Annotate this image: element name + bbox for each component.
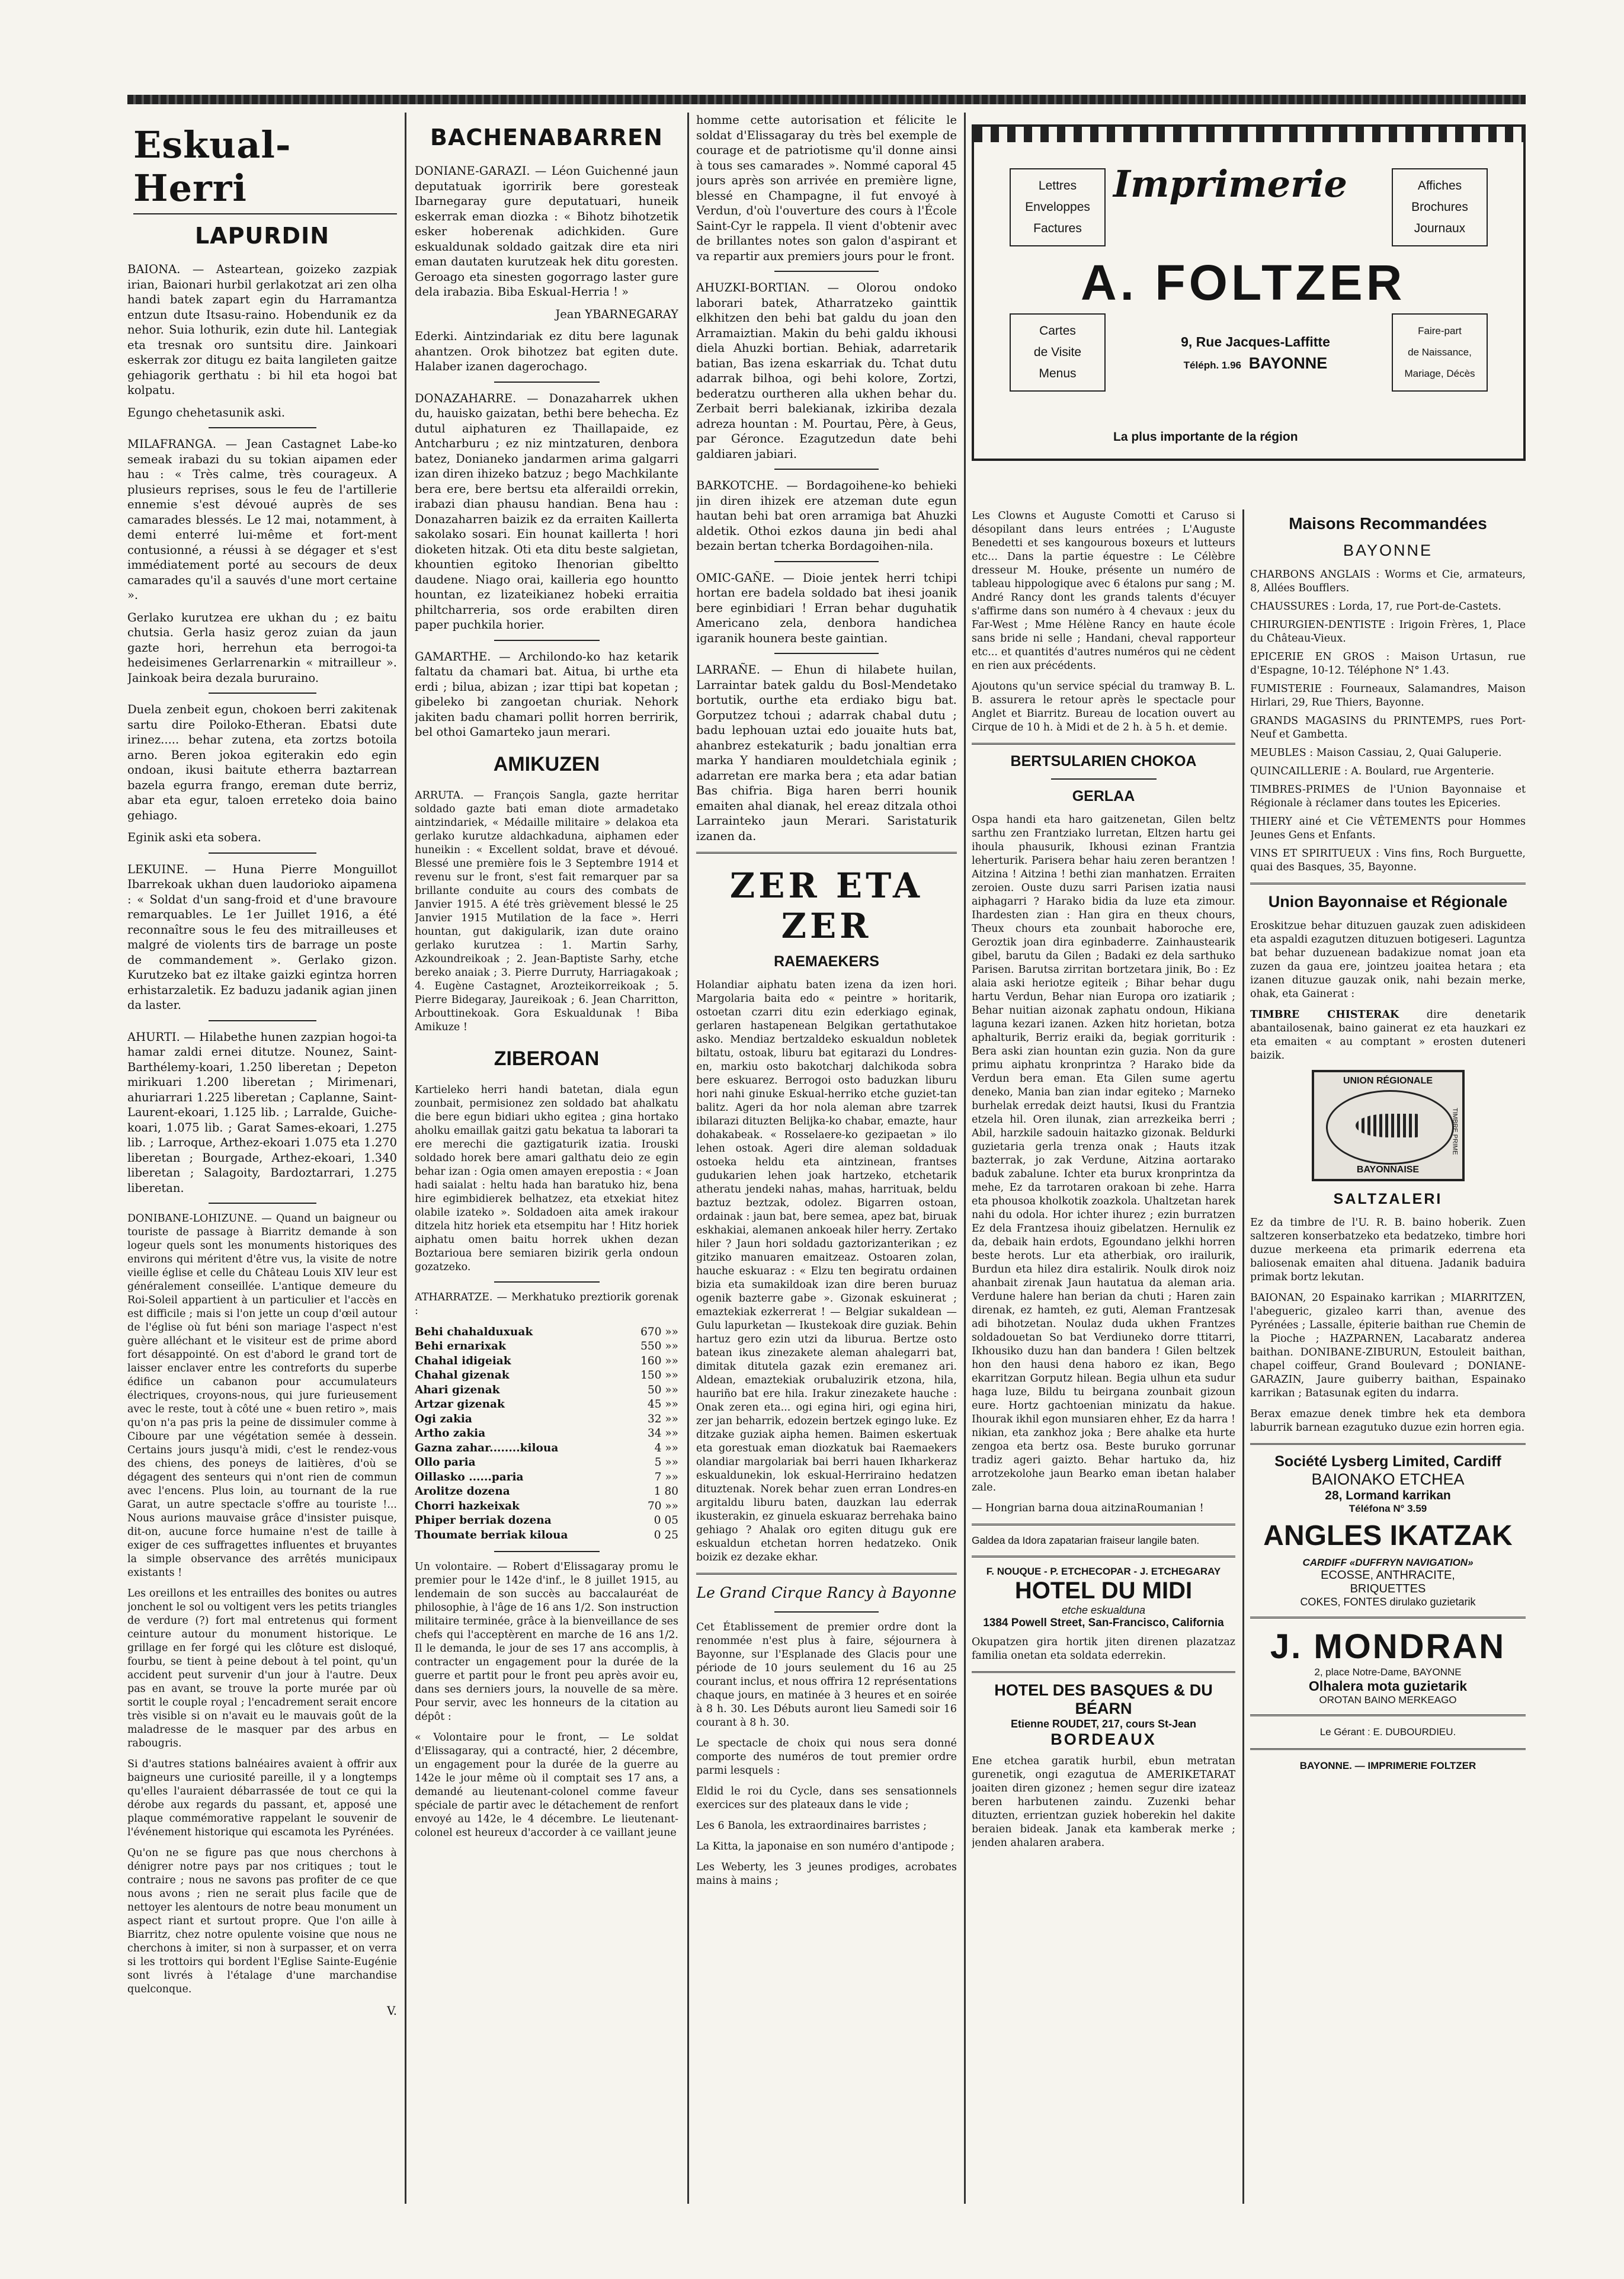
article-ederki: Ederki. Aintzindariak ez ditu bere lagunak ahantzen. Orok bihotzez bat egiten dute. Halaber izanen dagerochago. (415, 329, 678, 373)
market-price-row: Chahal idigeiak 160 »» (415, 1354, 678, 1367)
divider (774, 469, 879, 470)
article-volontaire-cont: homme cette autorisation et félicite le soldat d'Elissagaray du très bel exemple de courage et de patriotisme qu'il donne ainsi à tous ses camarades ». Nommé caporal 45 jours après son arrivée en première ligne, blessé en Champagne, il fut envoyé à Verdun, d'où l'ouverture des cours à l'École Saint-Cyr le rappela. Il vient d'obtenir avec de brillantes notes son galon d'aspirant et va repartir aux premiers jours pour le front. (696, 113, 957, 263)
cirque-p5: La Kitta, la japonaise en son numéro d'antipode ; (696, 1841, 954, 1852)
poem-end: — Hongrian barna doua aitzinaRoumanian ! (972, 1502, 1204, 1514)
divider (494, 382, 600, 383)
market-price-row: Gazna zahar........kiloua 4 »» (415, 1441, 678, 1454)
ad-imprimerie-title: Imprimerie (1113, 162, 1347, 206)
article-raemaekers: Holandiar aiphatu baten izena da izen hori. Margolaria baita edo « peintre » horitarik, ostoetan czarri ditu ezin ederkiago eginak, gerlaren hastapenean Belgikan gertathutakoe asko. Mendiaz bertzaldeko eskualdun nobletek biltatu, ostoak, liburu bat egitarazi du Londres-en, markiu osto bakotcharj dalchikoda sobra bere eskuarez. Berrogoi osto baduzkan liburu hori nahi ginuke Eskual-herriko etche guziet-tan balitz. Ageri da hor nola aleman abre tzarrek ibilarazi dituzten Belijka-ko chabar, emazte, haur dohakabeak. « Rosselaere-ko gezipaetan » ilo lehen ostoak. Ageri dire aleman soldaduak ostoeka heldu eta aintzinean, frantses gudukarien lehen joak hartzeko, etchetarik atheratu jendeki nahas, mahas, harrituak, beldu baztuz beztzak, odolez. Bigarren ostoan, ordainak : jaun bat, bere semea, apez bat, biruak eskhakiai, alemanen ankoeak hiler herry. Zertako hiler ? Jaun hori soldadu gaztorizanterikan ; ez gitziko manuaren emaitzeaz. Ostoaren zolan, hauche eskuaraz : « Elzu ten begiratu ordainen bizia eta sumakildoak izan dire beren buruaz ogenik bazterre gabe ». Gizonak eskuinerat ; emaztekiak ezkerrerat ! — Belgiar sukaldean — Gulu lapurketan — Ikustekoak dire guziak. Behin hartuz gero ezin utzi da liburua. Bertze osto batean ikus zinezakete aleman ahalegarri bat, dimitak ditutela gazak ezin eremanez ari. Aldean, emaztekiak orubaluzirik etzona, hila, hauriño bat ere hila. Irakur zinezakete hauche : Onak zeren eta... ogi egina hiri, ogi egina hiri, zer jan beharrik, edozein bertzek egingo luke. Ez ditzake guziak aipha hemen. Baimen eskertuak eta gorestuak eman diozkatuk bai Raemaekers olandiar margolariak bai berri hauen Ikharkeraz eskualdunekin, lok eskual-Herriraino hedatzen dituztenak. Norek behar zuen erran Londres-en argitaldu liburu baten, dauzkan lau ederrak ikusterakin, ez ginuela eskuaraz berrehaka baino gehiago ? Ahalak oro egiten ditugu guk ere eskualdun etchetan horren hedatzeko. Onik boizik ez dezake ekhar. (696, 979, 957, 1563)
section-union-bayonnaise: Union Bayonnaise et Régionale (1268, 893, 1508, 911)
market-price-row: Chorri hazkeixak 70 »» (415, 1499, 678, 1512)
divider (696, 1573, 957, 1575)
divider (209, 1020, 316, 1021)
market-prices-title: ATHARRATZE. — Merkhatuko preztiorik gorenak : (415, 1291, 678, 1317)
ad-lysberg: Société Lysberg Limited, Cardiff BAIONAKO ETCHEA 28, Lormand karrikan Téléfona N° 3.59 ANGLES IKATZAK CARDIFF «DUFFRYN NAVIGATION» ECOSSE, ANTHRACITE, BRIQUETTES COKES, FONTES dirulako guzietarik (1263, 1453, 1513, 1608)
column-rule (687, 113, 689, 2204)
maison-item: FUMISTERIE : Fourneaux, Salamandres, Maison Hirlari, 29, Rue Thiers, Bayonne. (1250, 683, 1526, 709)
market-price-row: Thoumate berriak kiloua 0 25 (415, 1528, 678, 1541)
cirque-p2: Le spectacle de choix qui nous sera donné comporte des numéros de tout premier ordre parmi lesquels : (696, 1738, 957, 1777)
ad-hotel-du-midi-text: Okupatzen gira hortik jiten direnen plazatzaz familia onetan eta soldata ederrekin. (972, 1636, 1235, 1662)
divider (1250, 1748, 1526, 1750)
market-price-row: Behi ernarixak 550 »» (415, 1340, 678, 1352)
divider (774, 1611, 879, 1613)
divider (972, 743, 1235, 745)
divider (1250, 883, 1526, 884)
market-price-row: Ollo paria 5 »» (415, 1456, 678, 1469)
divider (209, 852, 316, 854)
divider (494, 1551, 600, 1552)
poem-gerlaa: Ospa handi eta haro gaitzenetan, Gilen beltz sarthu zen Frantziako lurretan, Eltzen hartu gei ihoula phausurik, Ikhousi ezinan Frantzia leherturik. Parisera behar haiu zeren berantzen ! Aitzina ! Aitzina ! bethi zian manhatzen. Erraiten zeroien. Ouste duzu sarri Parisen izatia nausi aiphagarri ? Harako bidia da luze eta zimour. Ihardesten zian : Han gira en theux chours, Theux chours eta zounbait haboroche ere, Geroztik joan dira eginbaderre. Zainhaustearik gibel, barutu da Gilen ; Badaki ez dela sarthuko Parisen. Barutsa zirritan bortzetara jinik, Bo : Ez alaia aski heriotze egiteik ; Bihar behar dugu hartu Verdun, Behar nian Europa oro izatiarik ; Behar nuitian aizonak zaphatu ondoun, Hikiana laguna kezari izanen. Azken hitz horietan, botza aphalturik, Berriz eraiki da, begiak gorriturik : Bera aski zian hountan ezin guzia. Non da gure primu aiphatu kronprintza ? Harako bide da Verdun bera eman. Eta Gilen sume agertu deneko, Mania ban zian indar egiteko ; Marneko burhelak erredak deizt hautsi, Ikusi du Frantzia etzela hil. Oren ilunak, zian arrezkeika berri ; Abil, harzkile sadouin haitazko gizonak. Beldurki guzietaria gerla trenza onak ; Hauts itzak bazterrak, jo zak Verdune, Aitzina aortarako baduk zabalune. Ichter eta burux kronprintza da mehe, Ez da tarrotaren orakoan bi zehe. Harra eta phousoa kholkotik zoazkola. Uhaltzetan harek nahi du odola. Hor ichter ihurez ; ezin burratzen Ez dela Frantzesa ihouiz gibelatzen. Hernulik ez da, debaik hain erdots, Egoundano jelkhi horren beste herots. Lur eta atherbiak, oro irailurik, Burdun eta hilez dira estalirik. Noulk dirok noiz ahanbait zirenak Jaun hautatua da aleman aria. Verdune halere han berian da chuti ; Haren zain direnak, ez hamteh, ez guti, Aleman Frantzesak adi bihotzetan. Noulaz duda ukhen Frantzes soldadouetan So bat Verdiuneko dorre ttitarri, Ikhousiko duzu han dan bandera ! Gilen beltzek hon den hausi dena haboro ez ikan, Bego ekarritzan Gorputz hilean. Begia ulhun eta sudur haga luze, Bildu tu beirgana zounbait gizoun eure. Hortz gachtoenian minizatu da hakue. Ihourak ikhil egon munsiaren ehher, Ez da harra ! nikian, eta zankhoz joka ; Bere ahalke eta hurte zengoa eta bertz osa. Beste buruko gorrunar tradiz ageri gaizto. Behar hartuko da, hiz arrotzekolohe jaun Bearko eman ibetan halaber zale. (972, 814, 1235, 1493)
ad-box-left-top: Lettres Enveloppes Factures (1010, 168, 1106, 246)
maison-item: CHIRURGIEN-DENTISTE : Irigoin Frères, 1, Place du Château-Vieux. (1250, 619, 1526, 645)
maison-item: CHARBONS ANGLAIS : Worms et Cie, armateurs, 8, Allées Boufflers. (1250, 569, 1526, 594)
section-amikuzen: AMIKUZEN (493, 752, 600, 775)
maison-item: EPICERIE EN GROS : Maison Urtasun, rue d'Espagne, 10-12. Téléphone N° 1.43. (1250, 651, 1526, 677)
newspaper-page (127, 95, 1526, 2204)
union-stamp-image: UNION RÉGIONALE BAYONNAISE TIMBRE PRIME (1312, 1070, 1465, 1181)
market-price-row: Artzar gizenak 45 »» (415, 1398, 678, 1411)
article-milafranga-2: Gerlako kurutzea ere ukhan du ; ez baitu chutsia. Gerla hasiz geroz zuian da jaun gazte hori, herrehun eta berrogoi-ta hedeisimenes Gerlarrenarkin « mitrailleur ». Jainkoak beira dezala bururaino. (127, 610, 397, 685)
market-price-row: Phiper berriak dozena 0 05 (415, 1514, 678, 1527)
divider (696, 852, 957, 854)
maison-item: CHAUSSURES : Lorda, 17, rue Port-de-Castets. (1250, 601, 1501, 613)
subsection-raemaekers: RAEMAEKERS (774, 953, 879, 970)
masthead: Eskual-Herri (133, 123, 397, 214)
cirque-p3: Eldid le roi du Cycle, dans ses sensationnels exercices sur des plateaux dans le vide ; (696, 1786, 957, 1811)
divider (774, 653, 879, 654)
ad-hotel-des-basques: HOTEL DES BASQUES & DU BÉARN Etienne ROUDET, 217, cours St-Jean BORDEAUX (994, 1681, 1213, 1748)
cirque-p6: Les Weberty, les 3 jeunes prodiges, acrobates mains à mains ; (696, 1861, 957, 1887)
market-price-row: Arolitze dozena 1 80 (415, 1485, 678, 1498)
article-lekuine: LEKUINE. — Huna Pierre Monguillot Ibarrekoak ukhan duen laudorioko aipamena : « Soldat d'un sang-froid et d'une bravoure remarquables. Le 1er Juillet 1916, a été reconnaître sous le feu des mitrailleuses et malgré de violents tirs de barrage un poste de commandement ». Gerlako gizon. Kurutzeko bat ez iltake gaizki egintza horren erhistarzaletik. Ez baduzu jadanik agian jinen da laster. (127, 862, 397, 1012)
article-kartieleko: Kartieleko herri handi batetan, diala egun zounbait, permisionez zen soldado bat ahalkatu die bere egun bidiari ukho egitea ; gina hortako aholku emaillak gaitzi gatu bekatua ta laborari ta ere merechi die gaztigaturik izatia. Irouski soldado horek bere amari galthatu deio ze egin behar izan : Ogia omen amayen erepostia : « Joan hadi saialat : heltu hada han baratuko hiz, bena hire egimbidierek belhatzez, eta etxekiat hitez olabile izateko ». Soldadoen aita amek irakour ditzela hitz horiek eta etsempitu har ! Hitz horiek aiphatu omen baitu horrek ukhen dezan Boztarioua bere semiaren bizirik gerla ondoun gozatzeko. (415, 1084, 678, 1273)
article-larrane: LARRAÑE. — Ehun di hilabete huilan, Larraintar batek galdu du Bosl-Mendetako bortutik, ourthe eta erdiako bigu bat. Gorputzez tchoui ; adarrak chabal dutu ; badu lephouan uztai edo jouaite huts bat, ahanbrez estekaturik ; badu jonaltian erra marka Y handiaren mouldetchiala eginik ; adarretan ere marka bera ; eta adar batian Bas chifria. Biga haren berri hounik emaiten ahal dianak, hel ereaz ditzala othoi Larrainteko jaun Merari. Saristaturik izanen da. (696, 663, 957, 843)
section-ziberoan: ZIBEROAN (494, 1047, 600, 1070)
column-3 (696, 113, 957, 1895)
section-saltzaleri: SALTZALERI (1333, 1191, 1443, 1207)
column-rule (1242, 509, 1244, 2204)
section-bertsularien: BERTSULARIEN CHOKOA (1010, 753, 1197, 770)
signature: V. (387, 2004, 397, 2018)
divider (972, 1556, 1235, 1557)
article-volontaire: Un volontaire. — Robert d'Elissagaray promu le premier pour le 142e d'inf., le 8 juillet 1915, au lendemain de son succès au baccalauréat de philosophie, à l'âge de 16 ans 1/2. Son instruction militaire terminée, grâce à la bienveillance de ses chefs qui l'acceptèrent en marche de 16 ans 1/2. Il le demanda, le jour de ses 17 ans accomplis, à contracter un engagement pour la durée de la guerre et partit pour le front peu après avoir eu, dans ses derniers jours, la nouvelle de sa mère. Pour servir, avec les honneurs de la citation au dépôt : (415, 1561, 678, 1723)
maison-item: VINS ET SPIRITUEUX : Vins fins, Roch Burguette, quai des Basques, 35, Bayonne. (1250, 848, 1526, 873)
imprimerie-foltzer-ad (972, 124, 1526, 461)
article-donibane-3: Si d'autres stations balnéaires avaient à offrir aux baigneurs une curiosité pareille, il y a longtemps qu'elles l'auraient débarrassée de tout ce qui la dérobe aux regards du passant, et, apposé une plaque commémorative rappelant le souvenir de l'événement historique qui escamota les Pyrénées. (127, 1758, 397, 1838)
gerant: Le Gérant : E. DUBOURDIEU. (1319, 1726, 1456, 1738)
column-4 (972, 509, 1235, 1857)
article-poiloko-note: Eginik aski eta sobera. (127, 831, 261, 844)
column-2 (415, 113, 678, 1847)
divider (209, 427, 316, 428)
maisons-list (1250, 568, 1526, 874)
column-rule (405, 113, 406, 2204)
article-omic-gane: OMIC-GAÑE. — Dioie jentek herri tchipi hortan ere badela soldado bat ihesi joanik bere eginbidiari ! Erran behar duguhatik Americano zela, denbora handichea igaranik hounera beste gaintian. (696, 570, 957, 645)
market-price-row: Ahari gizenak 50 »» (415, 1383, 678, 1396)
article-donibane-lohizune: DONIBANE-LOHIZUNE. — Quand un baigneur ou touriste de passage à Biarritz demande à son logeur quels sont les monuments historiques des environs qui méritent d'être vus, la visite de notre vieille église et celle du Château Louis XIV leur est généralement conseillée. L'antique demeure du Roi-Soleil appartient à un particulier et l'accès en est difficile ; mais si l'on jette un coup d'œil autour de l'église où fut béni son mariage l'aspect n'est guère alléchant et le visiteur est de prime abord fort désappointé. On est d'abord le grand tort de laisser enclaver entre les contreforts du superbe édifice un cabanon pour accumulateurs électriques, croyons-nous, qui jure furieusement avec le reste, tout à côté une « buen retiro », mais qu'on n'a pas pris la peine de dissimuler comme à Ciboure par une végétation semée à dessein. Certains jours jusqu'à midi, c'est le rendez-vous des chiens, des poneys de laitières, d'où se dégagent des senteurs qui n'ont rien de commun avec l'encens. Plus loin, au tournant de la rue Garat, un autre spectacle s'offre au touriste !... Nous aurions mauvaise grâce d'insister puisque, dit-on, aucune force humaine n'est de taille à exiger de ces suffragettes influentes et bruyantes la simple observance des arrêtés municipaux existants ! (127, 1213, 397, 1579)
maison-item: THIERY ainé et Cie VÊTEMENTS pour Hommes Jeunes Gens et Enfants. (1250, 816, 1526, 841)
ad-hotel-du-midi: F. NOUQUE - P. ETCHECOPAR - J. ETCHEGARAY HOTEL DU MIDI etche eskualduna 1384 Powell Street, San-Francisco, California (983, 1566, 1224, 1629)
article-baiona-note: Egungo chehetasunik aski. (127, 405, 286, 419)
market-price-row: Chahal gizenak 150 »» (415, 1369, 678, 1381)
section-lapurdin: LAPURDIN (194, 223, 330, 249)
signature-ybarnegaray: Jean YBARNEGARAY (555, 307, 678, 321)
section-zer-eta-zer: ZER ETA ZER (729, 866, 924, 946)
article-arruta: ARRUTA. — François Sangla, gazte herritar soldado gazte bati eman diote armadetako aintzindariek, « Médaille militaire » delakoa eta gerlako kurutze aldachkaduna, aiphamen eder huneikin : « Excellent soldat, brave et dévoué. Blessé une première fois le 3 Septembre 1914 et revenu sur le front, s'est fait remarquer par sa brillante conduite au cours des combats de Janvier 1915. A été très grièvement blessé le 25 Janvier 1915 Mutilation de la face ». Herri hountan, gut dakigularik, izan dute oraino gerlako kurutzea : 1. Martin Sarhy, Azkoundreikoak ; 2. Jean-Baptiste Sarhy, etche bereko anaiak ; 3. Pierre Durruty, Harriagakoak ; 4. Eugène Castagnet, Arozteikorreikoak ; 5. Pierre Bidegaray, Jaureikoak ; 6. Jean Charritton, Arbouttinekoak. Gora Eskualdunak ! Biba Amikuze ! (415, 789, 678, 1033)
saltzaleri-p3: Berax emazue denek timbre hek eta dembora laburrik barnean ezagutuko duzue ezin horren egia. (1250, 1408, 1526, 1434)
market-price-row: Ogi zakia 32 »» (415, 1412, 678, 1425)
cirque-p4: Les 6 Banola, les extraordinaires barristes ; (696, 1820, 927, 1832)
divider (972, 1671, 1235, 1673)
divider (1051, 778, 1157, 780)
article-ahuzki-bortian: AHUZKI-BORTIAN. — Olorou ondoko laborari batek, Atharratzeko gainttik elkhitzen den behi bat galdu du joan den Arramaiztian. Makin du behi galdu ikhousi diela Ahuzki bortian. Behiak, adarretarik batian, Bas izena eskarriak du. Tchat dutu adarrak bilhoa, ogi behi kolore, Zortzi, bederatzu ourtheren alla ukhen behar du. Zerbait berri balekianak, izkiriba dezala adreza hountan : M. Pourtau, Père, à Geus, par Géronce. Ezagutzedun date behi galdiaren jabiari. (696, 281, 957, 461)
ad-border-pattern (974, 127, 1523, 142)
article-baiona: BAIONA. — Asteartean, goizeko zazpiak irian, Baionari hurbil gerlakotzat ari zen olha handi batek zapart egin du Harramantza entzun dute Itsasu-raino. Hobendunik ez da nehor. Suia lothurik, ezin dute hil. Lantegiak eta tresnak oro suntsitu dire. Jainkoari eskerrak zor ditugu ez baita langileten gaitze gehiagorik gerthatu : bi hil eta hogoi bat kolpatu. (127, 262, 397, 397)
top-rule (127, 95, 1526, 104)
article-barkotche: BARKOTCHE. — Bordagoihene-ko behieki jin diren ihizek ere atzeman dute egun hautan behi bat oren arramiga bat Ahuzki aldetik. Othoi ezkos dauna jin bedi ahal bezain bertan tcherka Bordagoihen-nila. (696, 479, 957, 553)
ad-box-right-top: Affiches Brochures Journaux (1392, 168, 1488, 246)
saltzaleri-p1: Ez da timbre de l'U. R. B. baino hoberik. Zuen saltzeren konserbatzeko eta bedatzeko, timbre hori duzue merkeena eta primarik ederrena eta baliosenak emaiten ahal dituena. Jadanik baduira primak bortz lekutan. (1250, 1217, 1526, 1283)
article-donibane-4: Qu'on ne se figure pas que nous cherchons à dénigrer notre pays par nos critiques ; tout le contraire ; nous ne savons pas profiter de ce que nous avons ; rien ne serait plus facile que de nettoyer les alentours de notre beau monument un aspect riant et surtout propre. Que l'on aille à Biarritz, chez notre opulente voisine que nous ne cherchons à imiter, si non à surpasser, et on verra si les trottoirs qui bordent l'Eglise Sainte-Eugénie sont livrés à l'étalage d'une marchandise quelconque. (127, 1847, 397, 1995)
divider (494, 1281, 600, 1283)
ad-galdea: Galdea da Idora zapatarian fraiseur langile baten. (972, 1534, 1200, 1546)
city-bayonne: BAYONNE (1343, 541, 1433, 559)
market-price-row: Oillasko ......paria 7 »» (415, 1470, 678, 1483)
saltzaleri-p2: BAIONAN, 20 Espainako karrikan ; MIARRITZEN, l'abegueric, gizaleo karri than, avenue des Pyrénées ; Lassalle, épiterie baithan rue Chemin de la Pioche ; HAZPARNEN, Lacabaratz anderea baithan. DONIBANE-ZIBURUN, Estouleit baithan, chapel coiffeur, Grand Boulevard ; DONIANE-GARAZIN, Jaure guiberry baithan, Espainako karrikan ; Batasunak egiten du indarra. (1250, 1292, 1526, 1399)
market-prices-table (415, 1325, 678, 1543)
market-price-row: Artho zakia 34 »» (415, 1427, 678, 1440)
divider (1250, 1617, 1526, 1618)
printer-line: BAYONNE. — IMPRIMERIE FOLTZER (1299, 1759, 1476, 1771)
article-poiloko: Duela zenbeit egun, chokoen berri zakitenak sartu dire Poiloko-Etheran. Ebatsi dute irinez..... behar zutena, eta zortzs botoila arno. Beren jokoa egiterakin edo egin ondoan, ikusi baitute etherra baztarrean bazela egurra frango, ereman dute berriz, abar eta egur, taloen erreteko doia baino gehiago. (127, 703, 397, 822)
divider (209, 693, 316, 694)
ad-address: 9, Rue Jacques-Laffitte Téléph. 1.96 BAYONNE (1181, 334, 1330, 372)
ad-mondran: J. MONDRAN 2, place Notre-Dame, BAYONNE Olhalera mota guzietarik OROTAN BAINO MERKEAGO (1270, 1627, 1506, 1706)
cirque-cont-2: Ajoutons qu'un service spécial du tramway B. L. B. assurera le retour après le spectacle pour Anglet et Biarritz. Bureau de location ouvert au Cirque de 10 h. à Midi et de 2 h. à 5 h. et demie. (972, 681, 1235, 733)
maison-item: QUINCAILLERIE : A. Boulard, rue Argenterie. (1250, 765, 1494, 777)
ad-box-left-bottom: Cartes de Visite Menus (1010, 313, 1106, 392)
article-milafranga: MILAFRANGA. — Jean Castagnet Labe-ko semeak irabazi du su tokian aipamen eder hau : « Très calme, très courageux. A plusieurs reprises, sous le feu de l'artillerie ennemie s'est dévoué auprès de ses camarades blessés. Le 12 mai, notamment, à demi enterré lui-même et fort-ment contusionné, a réussi à se dégager et s'est immédiatement porté au secours de deux camarades qu'il a sauvés d'une mort certaine ». (127, 437, 397, 602)
divider (209, 1203, 316, 1204)
maison-item: GRANDS MAGASINS du PRINTEMPS, rues Port-Neuf et Gambetta. (1250, 715, 1526, 741)
divider (774, 271, 879, 272)
article-gamarthe: GAMARTHE. — Archilondo-ko haz ketarik faltatu da chamari bat. Aitua, bi urthe eta erdi ; bilua, abizan ; izar ttipi bat kopetan ; gibeleko bi zangoetan churiak. Nehork jakiten badu chamari pollit horren berririk, bel othoi Gamarteko jaun merari. (415, 649, 678, 739)
divider (1250, 1443, 1526, 1445)
ad-hotel-des-basques-text: Ene etchea garatik hurbil, ebun metratan gurenetik, ongi ezagutua de AMERIKETARAT joaiten diren gizonez ; hemen segur dire izateaz beren harbutenen zaindu. Zuzenki behar dituzten, errientzan guziek hoberekin hel dakite beraien bideak. Janak eta kamberak merke ; jenden ahalaren arabera. (972, 1755, 1235, 1849)
section-maisons: Maisons Recommandées (1289, 514, 1487, 533)
article-donazaharre: DONAZAHARRE. — Donazaharrek ukhen du, hauisko gaizatan, bethi bere behecha. Ez dutul aiphaturen ez Thaillapaide, ez Antcharburu ; ez niz mintzaturen, denbora batez, Donianeko jandarmen arima galgarri izan diren ihizeko batzuz ; bego Machkilante bera ere, bere bertsu eta alferaildi orrekin, irabazi dian phausu handian. Bena hau : Donazaharren baizik ez da erraiten Kaillerta sakolako sosari. Ein hounat kaillerta ! hori dioketen hitzak. Oti eta ditu beste salgietan, khountien egitoko Ihenorian gibeltto daudene. Niago orai, kailleria ego hountto hountan, ez lizateikianez hobeki erraitia philtcharreria, sos orde erabilten diren paper puchkila horier. (415, 391, 678, 632)
union-p1: Eroskitzue behar dituzuen gauzak zuen adiskideen eta aspaldi ezagutzen dituzuen botigeseri. Laguntza bat behar duzuenean badakizue nomat joan eta zuzen da gaua ere, jointzeu joaitea hetara ; eta izanen dituzue gauzak onik, nahi bezain merke, ohak, eta Gainerat : (1250, 920, 1526, 1000)
maison-item: TIMBRES-PRIMES de l'Union Bayonnaise et Régionale à réclamer dans toutes les Epiceries. (1250, 784, 1526, 809)
column-rule (964, 113, 966, 2204)
divider (774, 561, 879, 562)
cirque-cont: Les Clowns et Auguste Comotti et Caruso si désopilant dans leurs entrées ; L'Auguste Benedetti et ses kangourous boxeurs et lutteurs etc... Dans la partie équestre : Le Célèbre dresseur M. Houke, présente un numéro de tableau hippologique avec 6 étalons pur sang ; M. André Rancy dont les grands talents d'écuyer s'affirme dans son numéro à 4 chevaux : jeux du Far-West ; Mme Hélène Rancy en haute école sans bride ni selle ; Handani, cheval rapporteur etc... et quantités d'autres numéros qui ne cèdent en rien aux précédents. (972, 510, 1235, 672)
maison-item: MEUBLES : Maison Cassiau, 2, Quai Galuperie. (1250, 747, 1502, 759)
article-ahurti: AHURTI. — Hilabethe hunen zazpian hogoi-ta hamar zaldi ernei ditutze. Nounez, Saint-Barthélemy-koari, 1.250 liberetan ; Depeton mirikuari 1.200 liberetan ; Mirimenari, ahuriarrari 1.225 liberetan ; Caplanne, Saint-Laurent-ekoari, 1.125 lib. ; Larralde, Guiche-koari, 1.075 lib. ; Garat Sames-ekoari, 1.275 lib. ; Larroque, Arthez-ekoari 1.075 eta 1.270 liberetan ; Bourgade, Arthez-ekoari, 1.340 liberetan ; Salagoity, Bardoztarrari, 1.275 liberetan. (127, 1030, 397, 1195)
article-volontaire-2: « Volontaire pour le front, — Le soldat d'Elissagaray, qui a contracté, hier, 2 décembre, un engagement pour la durée de la guerre au 142e le jour même où il comptait ses 17 ans, a demandé au lieutenant-colonel comme faveur spéciale de partir avec le détachement de renfort envoyé au 142e, le 4 décembre. Le lieutenant-colonel est heureux d'accorder à ce vaillant jeune (415, 1732, 678, 1839)
cirque-title: Le Grand Cirque Rancy à Bayonne (696, 1584, 957, 1601)
ad-tagline: La plus importante de la région (1113, 430, 1298, 444)
ad-foltzer-name: A. FOLTZER (1081, 255, 1406, 310)
divider (972, 1524, 1235, 1525)
poem-title-gerlaa: GERLAA (1072, 788, 1135, 804)
ad-box-right-bottom: Faire-part de Naissance, Mariage, Décès (1392, 313, 1488, 392)
divider (1250, 1714, 1526, 1716)
column-1 (127, 113, 397, 2026)
union-p2: TIMBRE CHISTERAK dire denetarik abantailosenak, baino gainerat ez eta hauzkari ez eta emaiten « au comptant » erosten duteneri baizik. (1250, 1009, 1526, 1062)
market-price-row: Behi chahalduxuak 670 »» (415, 1325, 678, 1338)
chistera-icon (1356, 1114, 1421, 1137)
imprimerie-ad-area (972, 113, 1526, 468)
article-doniane-garazi: DONIANE-GARAZI. — Léon Guichenné jaun deputatuak igorririk bere goresteak Ibarnegaray gure deputatuari, huneik eskerrak eman diozka : « Bihotz bihotzetik esker hoberenak adichkiden. Gure eskualdunak soldado gaitzak dire eta niri eman dautaten kurutzeak hek ditu goresten. Geroago eta sinesten gogorrago laster gure dela irabazia. Biba Eskual-Herria ! » (415, 164, 678, 299)
column-5 (1250, 509, 1526, 1780)
article-donibane-2: Les oreillons et les entrailles des bonites ou autres jonchent le sol ou voltigent vers les petits triangles de verdure (?) fort mal entretenus qui forment ceinture autour du monument historique. Le grillage en fer forgé qui les clôture est disloqué, fourbu, se tient à peine debout à tel point, qu'un accident peut survenir d'un jour à l'autre. Deux pas en avant, se trouve la porte murée par où sortit le couple royal ; l'encadrement serait encore très visible si on n'avait eu le mauvais goût de la maladresse de le masquer par des arbus en rabougris. (127, 1588, 397, 1749)
divider (494, 640, 600, 641)
cirque-p1: Cet Établissement de premier ordre dont la renommée n'est plus à faire, séjournera à Bayonne, sur l'Esplanade des Glacis pour une période de 10 jours seulement du 16 au 25 courant inclus, et nous offrira 12 représentations chaque jours, en matinée à 3 heures et en soirée à 8 h. 30. Les Débuts auront lieu Samedi soir 16 courant à 8 h. 30. (696, 1621, 957, 1729)
section-bachenabarren: BACHENABARREN (430, 124, 663, 150)
